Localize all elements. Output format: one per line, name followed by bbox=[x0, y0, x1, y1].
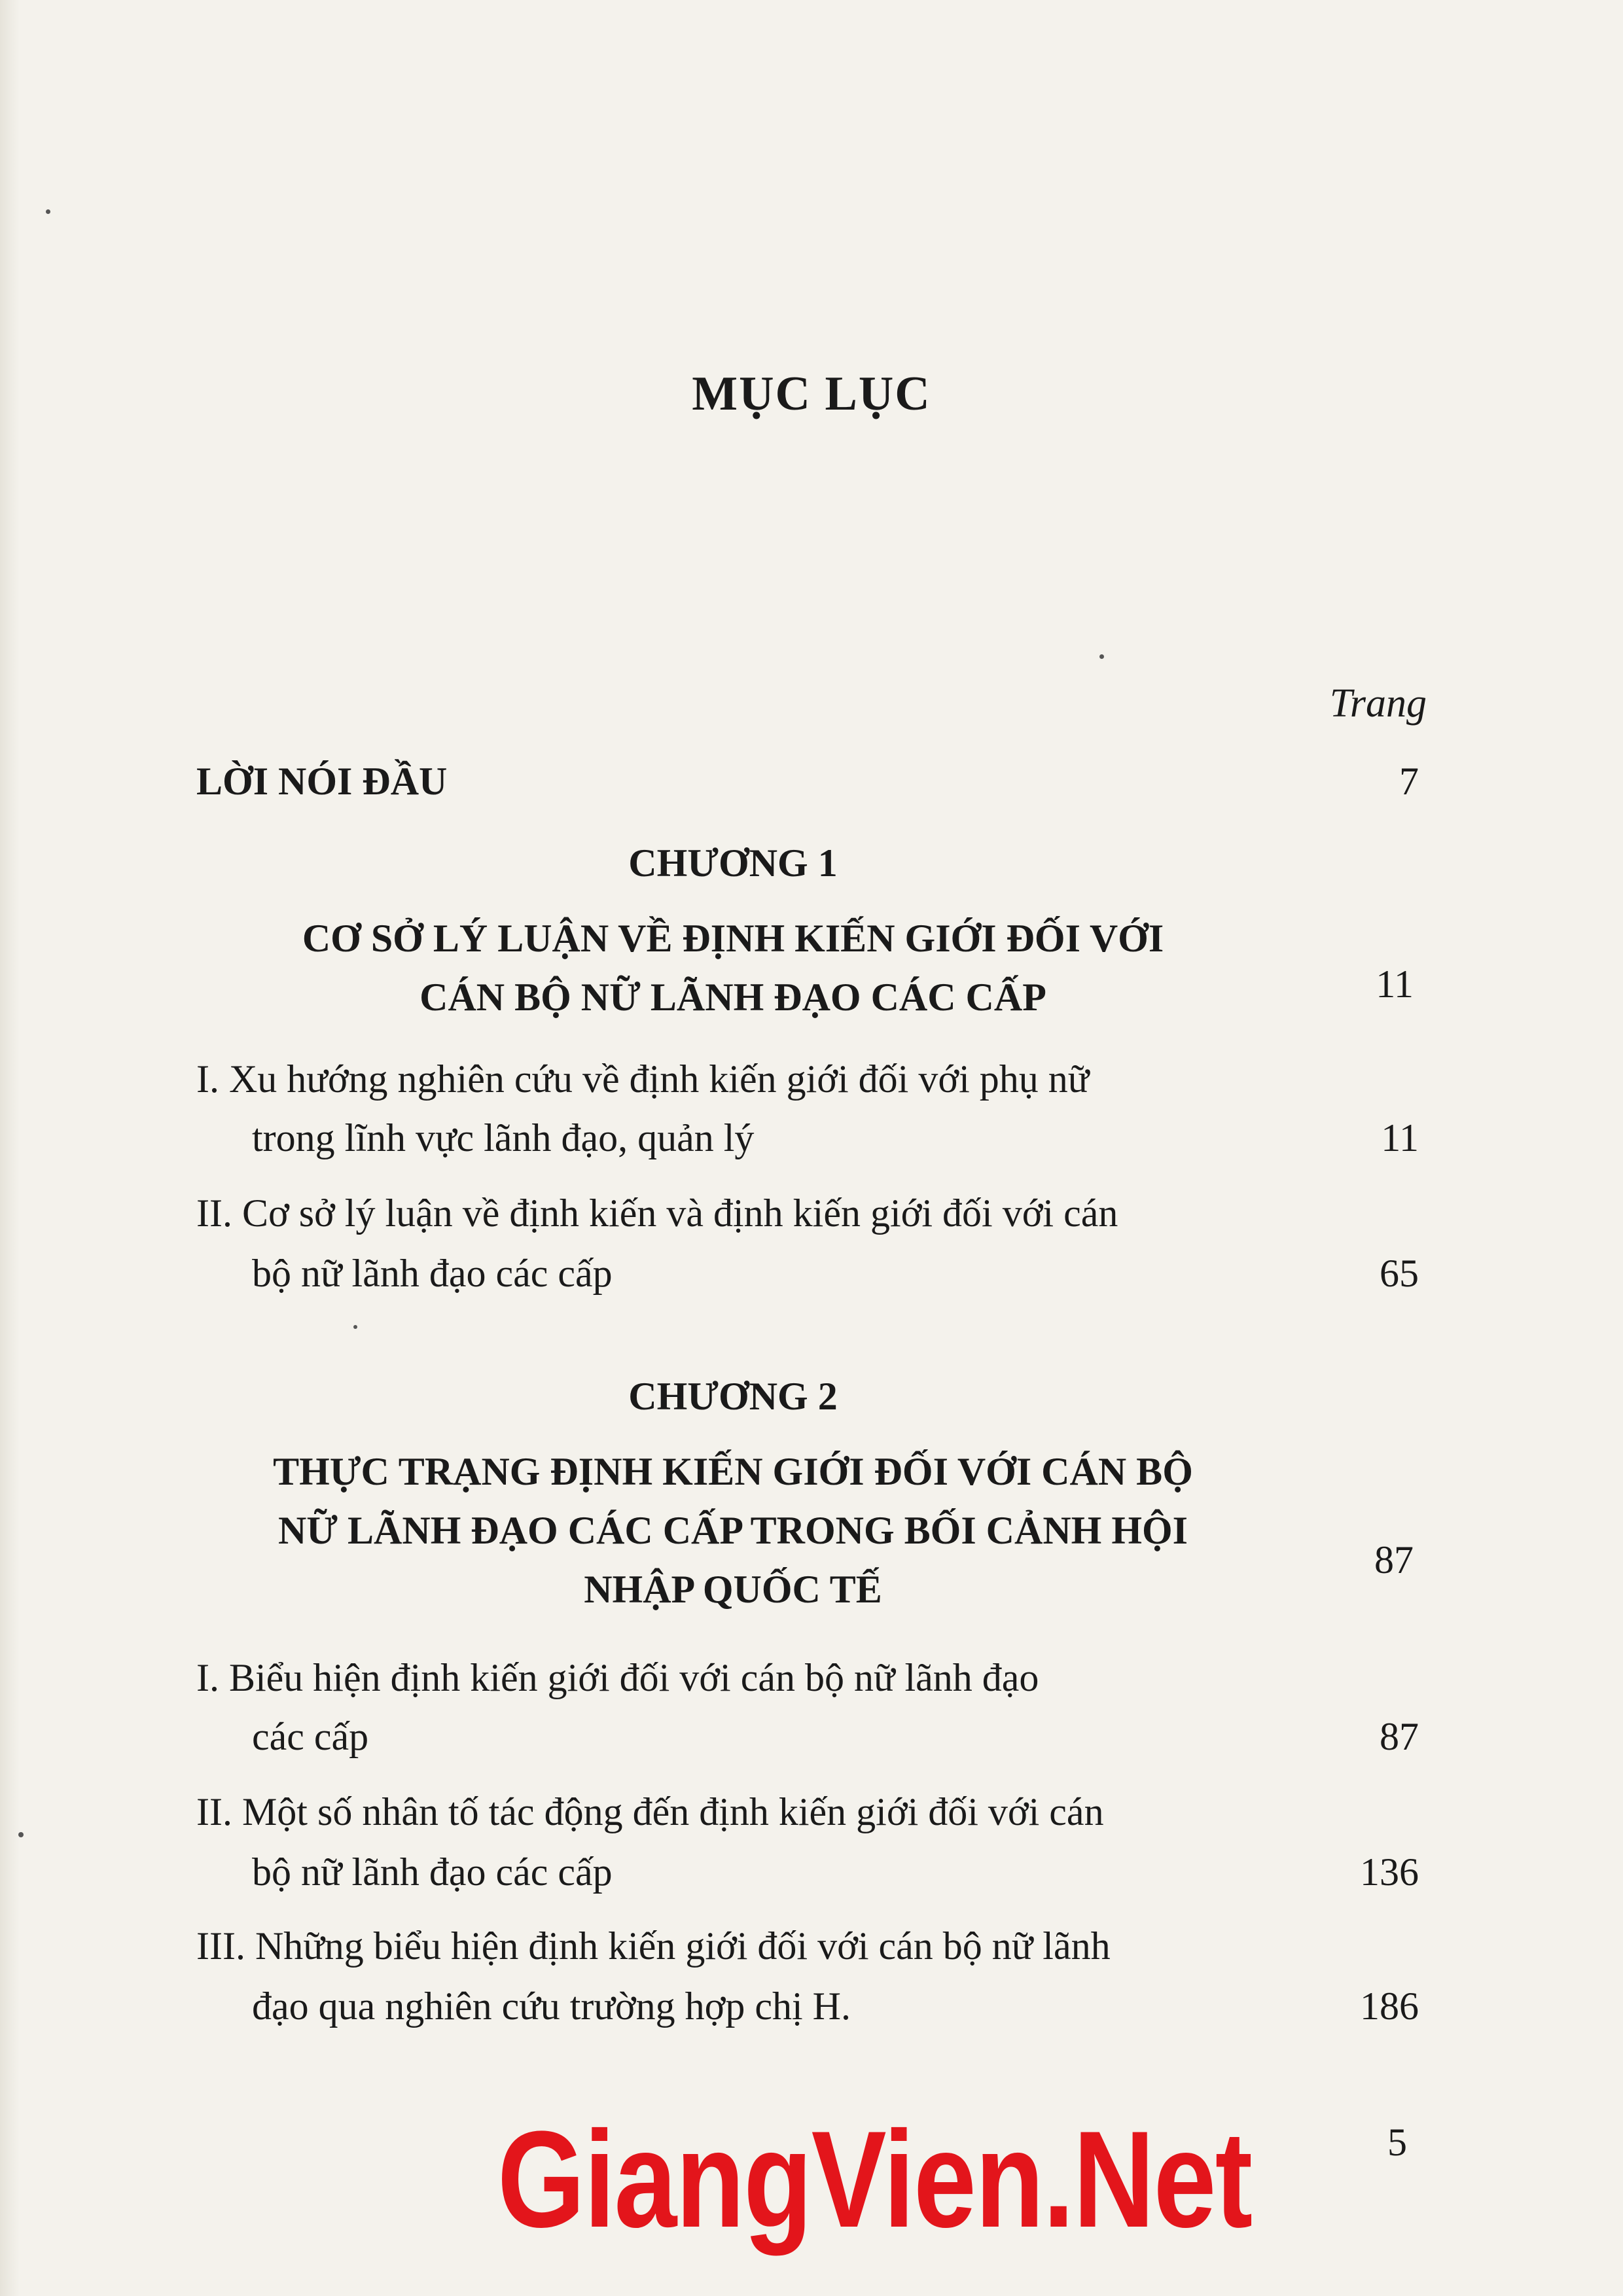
scan-speck bbox=[1099, 654, 1104, 659]
page-number: 5 bbox=[1387, 2121, 1407, 2164]
chapter-2-page: 87 bbox=[1374, 1538, 1414, 1581]
chapter-1-title-line1: CƠ SỞ LÝ LUẬN VỀ ĐỊNH KIẾN GIỚI ĐỐI VỚI bbox=[302, 917, 1164, 960]
chapter-1-page: 11 bbox=[1376, 963, 1414, 1006]
toc-item-2-2-line2: bộ nữ lãnh đạo các cấp bbox=[252, 1850, 613, 1894]
toc-item-2-3-line1: III. Những biểu hiện định kiến giới đối với cán bộ nữ lãnh bbox=[196, 1924, 1111, 1968]
page-column-label: Trang bbox=[1329, 681, 1427, 726]
chapter-2-heading: CHƯƠNG 2 bbox=[628, 1375, 838, 1418]
toc-item-1-1-line2: trong lĩnh vực lãnh đạo, quản lý bbox=[252, 1116, 755, 1159]
chapter-1-heading: CHƯƠNG 1 bbox=[628, 841, 838, 885]
scan-speck bbox=[353, 1325, 357, 1329]
page-gutter-shadow bbox=[0, 0, 20, 2296]
toc-page-2-1: 87 bbox=[1380, 1715, 1419, 1758]
scan-speck bbox=[18, 1832, 24, 1837]
watermark-logo: GiangVien.Net bbox=[497, 2102, 1252, 2256]
show-through-text bbox=[687, 105, 1407, 144]
chapter-2-title-line1: THỰC TRẠNG ĐỊNH KIẾN GIỚI ĐỐI VỚI CÁN BỘ bbox=[273, 1450, 1193, 1493]
page-title: MỤC LỤC bbox=[692, 367, 931, 421]
toc-item-1-2-line1: II. Cơ sở lý luận về định kiến và định kiến giới đối với cán bbox=[196, 1192, 1118, 1235]
toc-page-preface: 7 bbox=[1399, 760, 1419, 803]
toc-item-1-2-line2: bộ nữ lãnh đạo các cấp bbox=[252, 1252, 613, 1295]
toc-page-1-2: 65 bbox=[1380, 1252, 1419, 1295]
chapter-2-title-line2: NỮ LÃNH ĐẠO CÁC CẤP TRONG BỐI CẢNH HỘI bbox=[277, 1509, 1188, 1552]
toc-item-2-1-line2: các cấp bbox=[252, 1715, 369, 1758]
toc-page-1-1: 11 bbox=[1381, 1116, 1419, 1159]
toc-item-2-3-line2: đạo qua nghiên cứu trường hợp chị H. bbox=[252, 1985, 851, 2028]
toc-item-2-2-line1: II. Một số nhân tố tác động đến định kiến giới đối với cán bbox=[196, 1790, 1104, 1833]
scan-speck bbox=[46, 209, 50, 214]
chapter-2-title-line3: NHẬP QUỐC TẾ bbox=[584, 1568, 882, 1611]
toc-page-2-2: 136 bbox=[1360, 1850, 1419, 1894]
chapter-1-title-line2: CÁN BỘ NỮ LÃNH ĐẠO CÁC CẤP bbox=[419, 976, 1046, 1019]
toc-item-2-1-line1: I. Biểu hiện định kiến giới đối với cán bộ nữ lãnh đạo bbox=[196, 1656, 1039, 1699]
toc-page-2-3: 186 bbox=[1360, 1985, 1419, 2028]
toc-item-1-1-line1: I. Xu hướng nghiên cứu về định kiến giới đối với phụ nữ bbox=[196, 1057, 1090, 1101]
toc-entry-preface: LỜI NÓI ĐẦU bbox=[196, 760, 448, 803]
